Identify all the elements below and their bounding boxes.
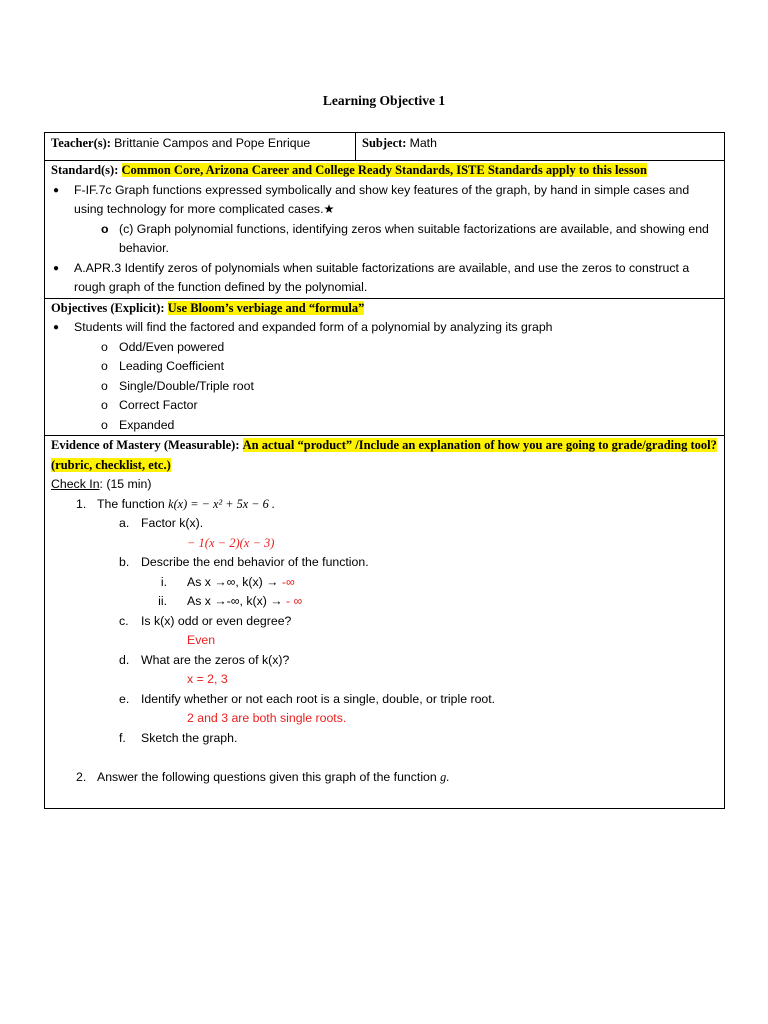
standards-label: Standard(s): bbox=[51, 163, 119, 177]
objectives-row bbox=[45, 298, 725, 436]
evidence-heading bbox=[51, 436, 718, 475]
q1-part-b-i: i. As x →∞, k(x) → -∞ bbox=[160, 574, 295, 589]
answer-b-ii: - ∞ bbox=[285, 594, 303, 608]
standards-section bbox=[45, 161, 725, 299]
lesson-plan-table bbox=[44, 132, 725, 809]
bullet-icon: ● bbox=[53, 184, 60, 196]
q1-part-c: c. Is k(x) odd or even degree? bbox=[119, 613, 292, 628]
check-in-line bbox=[51, 475, 718, 495]
q1-part-b-ii: ii. As x →-∞, k(x) → - ∞ bbox=[158, 594, 303, 608]
function-k: k(x) = − x² + 5x − 6 . bbox=[168, 496, 275, 511]
standard-item-1: ● F-IF.7c Graph functions expressed symbolically and show key features of the graph, by hand in simple cases and using technology for more complicated cases.★ bbox=[53, 182, 690, 216]
objective-sub-item: o Single/Double/Triple root bbox=[101, 378, 254, 393]
q1-part-f: f. Sketch the graph. bbox=[119, 730, 238, 745]
q1-part-a: a. Factor k(x). bbox=[119, 516, 204, 530]
standard-sub-item: o (c) Graph polynomial functions, identifying zeros when suitable factorizations are available, and showing end behavior. bbox=[101, 221, 709, 255]
answer-c: Even bbox=[187, 633, 216, 647]
objectives-highlight: Use Bloom’s verbiage and “formula” bbox=[167, 300, 365, 315]
standard-item-2: ● A.APR.3 Identify zeros of polynomials when suitable factorizations are available, and use the zeros to construct a rough graph of the function defined by the polynomial. bbox=[53, 260, 690, 294]
bullet-icon: ● bbox=[53, 262, 60, 274]
header-row bbox=[45, 133, 725, 161]
answer-d: x = 2, 3 bbox=[187, 672, 228, 686]
objective-sub-item: o Leading Coefficient bbox=[101, 359, 225, 373]
subject-value: Math bbox=[409, 136, 437, 150]
standards-heading bbox=[51, 161, 718, 181]
evidence-label: Evidence of Mastery (Measurable): bbox=[51, 438, 240, 452]
evidence-highlight: An actual “product” /Include an explanation of how you are going to grade/grading tool? (rubric, checklist, etc.) bbox=[51, 438, 717, 472]
q1-part-d: d. What are the zeros of k(x)? bbox=[119, 652, 290, 667]
objectives-heading bbox=[51, 299, 718, 319]
q1-part-b: b. Describe the end behavior of the function. bbox=[119, 555, 369, 569]
answer-a: − 1(x − 2)(x − 3) bbox=[187, 535, 275, 550]
answer-e: 2 and 3 are both single roots. bbox=[187, 711, 347, 725]
check-in-time: : (15 min) bbox=[99, 477, 152, 491]
question-1: 1. The function k(x) = − x² + 5x − 6 . bbox=[76, 496, 275, 511]
objective-sub-item: o Odd/Even powered bbox=[101, 339, 225, 354]
evidence-section bbox=[45, 436, 725, 809]
evidence-row bbox=[45, 436, 725, 809]
teacher-value: Brittanie Campos and Pope Enrique bbox=[114, 136, 311, 150]
objective-item-1: ● Students will find the factored and expanded form of a polynomial by analyzing its graph bbox=[51, 318, 718, 338]
check-in-label: Check In bbox=[51, 477, 100, 491]
objective-sub-item: o Correct Factor bbox=[101, 398, 198, 412]
q1-part-e: e. Identify whether or not each root is a single, double, or triple root. bbox=[119, 691, 496, 706]
subject-cell bbox=[356, 133, 725, 161]
subject-label: Subject: bbox=[362, 136, 407, 150]
objectives-section bbox=[45, 298, 725, 436]
standards-row bbox=[45, 161, 725, 299]
standards-highlight: Common Core, Arizona Career and College Ready Standards, ISTE Standards apply to this lesson bbox=[121, 163, 647, 177]
page-title: Learning Objective 1 bbox=[322, 93, 446, 108]
objectives-label: Objectives (Explicit): bbox=[51, 300, 165, 315]
question-2: 2. Answer the following questions given this graph of the function g. bbox=[76, 769, 450, 784]
function-g: g. bbox=[440, 769, 450, 784]
objective-sub-item: o Expanded bbox=[101, 417, 175, 432]
spacer bbox=[51, 748, 718, 768]
answer-b-i: -∞ bbox=[281, 574, 295, 589]
teacher-cell bbox=[45, 133, 356, 161]
sub-bullet-marker: o bbox=[101, 221, 109, 236]
teacher-label: Teacher(s): bbox=[51, 136, 111, 150]
bullet-icon: ● bbox=[53, 322, 60, 333]
